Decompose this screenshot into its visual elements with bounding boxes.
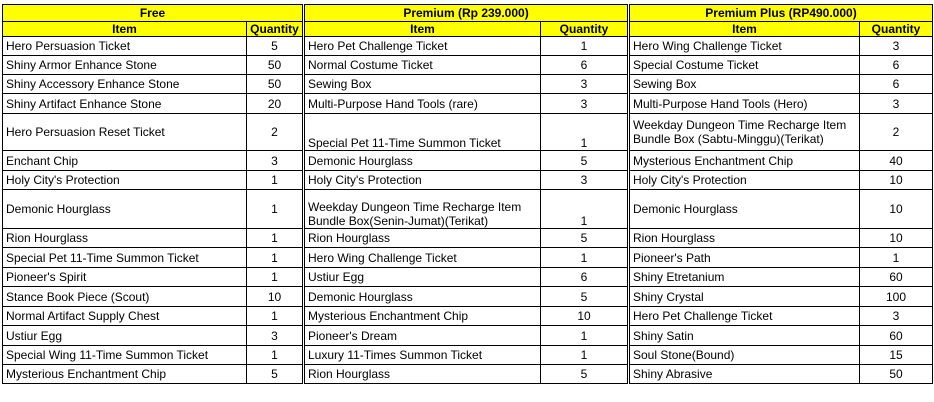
quantity-cell: 15 <box>860 346 933 365</box>
table-row <box>305 287 628 307</box>
quantity-cell: 60 <box>860 268 933 287</box>
table-row <box>305 190 628 229</box>
quantity-cell: 3 <box>541 171 628 190</box>
premium-table <box>304 4 628 384</box>
table-row <box>630 307 933 326</box>
quantity-cell: 6 <box>541 56 628 75</box>
table-row <box>305 248 628 268</box>
quantity-cell: 1 <box>247 190 303 229</box>
free-title: Free <box>3 5 303 22</box>
item-cell: Sewing Box <box>305 75 541 94</box>
quantity-cell: 6 <box>860 56 933 75</box>
quantity-cell: 10 <box>860 171 933 190</box>
table-row <box>630 75 933 94</box>
quantity-cell: 5 <box>247 37 303 56</box>
item-cell: Rion Hourglass <box>305 365 541 384</box>
premium-col-qty: Quantity <box>541 22 628 37</box>
quantity-cell: 10 <box>541 307 628 326</box>
item-cell: Stance Book Piece (Scout) <box>3 287 247 307</box>
quantity-cell: 5 <box>541 287 628 307</box>
table-row <box>3 171 303 190</box>
item-cell: Multi-Purpose Hand Tools (rare) <box>305 94 541 114</box>
premium-plus-table <box>629 4 933 384</box>
table-row <box>630 287 933 307</box>
table-row <box>630 365 933 384</box>
item-cell: Holy City's Protection <box>3 171 247 190</box>
item-cell: Shiny Armor Enhance Stone <box>3 56 247 75</box>
item-cell: Demonic Hourglass <box>305 151 541 171</box>
table-row <box>630 171 933 190</box>
item-cell: Hero Wing Challenge Ticket <box>305 248 541 268</box>
item-cell: Rion Hourglass <box>305 229 541 248</box>
item-cell: Hero Persuasion Ticket <box>3 37 247 56</box>
quantity-cell: 5 <box>541 365 628 384</box>
quantity-cell: 1 <box>541 326 628 346</box>
item-cell: Rion Hourglass <box>630 229 860 248</box>
item-cell: Sewing Box <box>630 75 860 94</box>
table-row <box>630 326 933 346</box>
quantity-cell: 10 <box>860 190 933 229</box>
item-cell: Shiny Artifact Enhance Stone <box>3 94 247 114</box>
premium-table-body <box>305 37 628 384</box>
table-row <box>630 114 933 151</box>
item-cell: Mysterious Enchantment Chip <box>305 307 541 326</box>
table-row <box>305 37 628 56</box>
table-row <box>3 307 303 326</box>
item-cell: Mysterious Enchantment Chip <box>3 365 247 384</box>
quantity-cell: 60 <box>860 326 933 346</box>
item-cell: Shiny Etretanium <box>630 268 860 287</box>
quantity-cell: 3 <box>247 151 303 171</box>
table-row <box>3 287 303 307</box>
quantity-cell: 1 <box>247 229 303 248</box>
table-row <box>3 114 303 151</box>
table-row <box>630 248 933 268</box>
quantity-cell: 50 <box>247 75 303 94</box>
table-row <box>630 151 933 171</box>
table-row <box>3 248 303 268</box>
table-row <box>3 346 303 365</box>
item-cell: Shiny Abrasive <box>630 365 860 384</box>
quantity-cell: 3 <box>860 37 933 56</box>
item-cell: Normal Costume Ticket <box>305 56 541 75</box>
table-row <box>305 114 628 151</box>
quantity-cell: 1 <box>247 307 303 326</box>
table-row <box>630 37 933 56</box>
table-row <box>3 326 303 346</box>
premium-plus-col-qty: Quantity <box>860 22 933 37</box>
quantity-cell: 1 <box>860 248 933 268</box>
table-row <box>305 151 628 171</box>
quantity-cell: 40 <box>860 151 933 171</box>
quantity-cell: 1 <box>541 346 628 365</box>
quantity-cell: 1 <box>541 190 628 229</box>
item-cell: Enchant Chip <box>3 151 247 171</box>
free-table <box>2 4 303 384</box>
quantity-cell: 3 <box>541 94 628 114</box>
item-cell: Special Pet 11-Time Summon Ticket <box>305 114 541 151</box>
table-row <box>305 326 628 346</box>
table-row <box>630 94 933 114</box>
item-cell: Shiny Satin <box>630 326 860 346</box>
item-cell: Ustiur Egg <box>3 326 247 346</box>
table-row <box>305 268 628 287</box>
item-cell: Rion Hourglass <box>3 229 247 248</box>
table-row <box>3 151 303 171</box>
quantity-cell: 6 <box>541 268 628 287</box>
quantity-cell: 3 <box>541 75 628 94</box>
item-cell: Demonic Hourglass <box>630 190 860 229</box>
item-cell: Hero Persuasion Reset Ticket <box>3 114 247 151</box>
premium-title: Premium (Rp 239.000) <box>305 5 628 22</box>
table-row <box>305 94 628 114</box>
quantity-cell: 6 <box>860 75 933 94</box>
table-row <box>305 307 628 326</box>
item-cell: Special Costume Ticket <box>630 56 860 75</box>
quantity-cell: 5 <box>541 151 628 171</box>
quantity-cell: 2 <box>860 114 933 151</box>
quantity-cell: 1 <box>247 268 303 287</box>
item-cell: Hero Wing Challenge Ticket <box>630 37 860 56</box>
table-row <box>305 75 628 94</box>
quantity-cell: 3 <box>247 326 303 346</box>
item-cell: Soul Stone(Bound) <box>630 346 860 365</box>
item-cell: Ustiur Egg <box>305 268 541 287</box>
table-row <box>630 268 933 287</box>
quantity-cell: 1 <box>247 171 303 190</box>
quantity-cell: 50 <box>860 365 933 384</box>
quantity-cell: 100 <box>860 287 933 307</box>
item-cell: Pioneer's Spirit <box>3 268 247 287</box>
table-row <box>630 229 933 248</box>
quantity-cell: 1 <box>247 248 303 268</box>
quantity-cell: 5 <box>247 365 303 384</box>
table-row <box>3 56 303 75</box>
table-row <box>305 365 628 384</box>
table-row <box>305 171 628 190</box>
quantity-cell: 5 <box>541 229 628 248</box>
quantity-cell: 1 <box>541 114 628 151</box>
item-cell: Shiny Crystal <box>630 287 860 307</box>
quantity-cell: 2 <box>247 114 303 151</box>
item-cell: Mysterious Enchantment Chip <box>630 151 860 171</box>
free-col-item: Item <box>3 22 247 37</box>
free-col-qty: Quantity <box>247 22 303 37</box>
table-row <box>630 56 933 75</box>
item-cell: Demonic Hourglass <box>305 287 541 307</box>
quantity-cell: 1 <box>541 248 628 268</box>
quantity-cell: 1 <box>541 37 628 56</box>
quantity-cell: 3 <box>860 94 933 114</box>
item-cell: Weekday Dungeon Time Recharge Item Bundle Box(Senin-Jumat)(Terikat) <box>305 190 541 229</box>
table-row <box>3 365 303 384</box>
item-cell: Pioneer's Dream <box>305 326 541 346</box>
quantity-cell: 1 <box>247 346 303 365</box>
table-row <box>630 190 933 229</box>
item-cell: Weekday Dungeon Time Recharge Item Bundle Box (Sabtu-Minggu)(Terikat) <box>630 114 860 151</box>
table-row <box>305 229 628 248</box>
premium-plus-title: Premium Plus (RP490.000) <box>630 5 933 22</box>
table-row <box>3 229 303 248</box>
item-cell: Pioneer's Path <box>630 248 860 268</box>
item-cell: Luxury 11-Times Summon Ticket <box>305 346 541 365</box>
quantity-cell: 20 <box>247 94 303 114</box>
item-cell: Holy City's Protection <box>305 171 541 190</box>
item-cell: Holy City's Protection <box>630 171 860 190</box>
item-cell: Hero Pet Challenge Ticket <box>305 37 541 56</box>
table-row <box>305 56 628 75</box>
item-cell: Shiny Accessory Enhance Stone <box>3 75 247 94</box>
premium-col-item: Item <box>305 22 541 37</box>
premium-plus-table-body <box>630 37 933 384</box>
table-row <box>305 346 628 365</box>
table-row <box>3 190 303 229</box>
item-cell: Hero Pet Challenge Ticket <box>630 307 860 326</box>
table-row <box>3 75 303 94</box>
quantity-cell: 10 <box>860 229 933 248</box>
item-cell: Special Wing 11-Time Summon Ticket <box>3 346 247 365</box>
table-row <box>3 268 303 287</box>
table-row <box>3 94 303 114</box>
free-table-body <box>3 37 303 384</box>
quantity-cell: 3 <box>860 307 933 326</box>
premium-plus-col-item: Item <box>630 22 860 37</box>
item-cell: Normal Artifact Supply Chest <box>3 307 247 326</box>
table-row <box>630 346 933 365</box>
item-cell: Special Pet 11-Time Summon Ticket <box>3 248 247 268</box>
quantity-cell: 50 <box>247 56 303 75</box>
quantity-cell: 10 <box>247 287 303 307</box>
item-cell: Demonic Hourglass <box>3 190 247 229</box>
item-cell: Multi-Purpose Hand Tools (Hero) <box>630 94 860 114</box>
table-row <box>3 37 303 56</box>
